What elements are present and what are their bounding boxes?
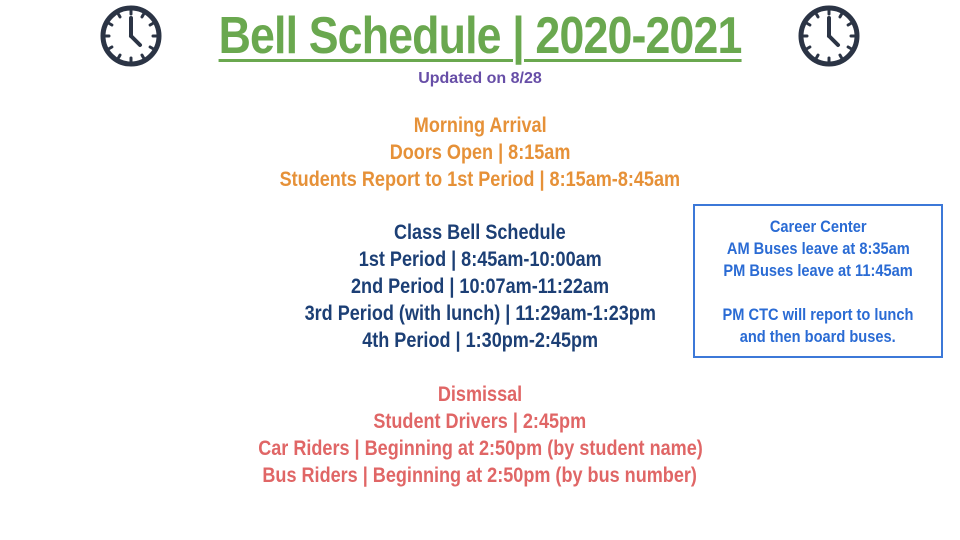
career-heading	[695, 216, 941, 238]
schedule-line	[0, 462, 960, 489]
ctc-note-text-1: PM CTC will report to lunch	[722, 305, 914, 324]
career-note-line	[695, 304, 941, 326]
am-buses-text: AM Buses leave at 8:35am	[726, 239, 910, 258]
career-note-line	[695, 326, 941, 348]
classes-heading-text: Class Bell Schedule	[394, 221, 566, 244]
period-3-text: 3rd Period (with lunch) | 11:29am-1:23pm	[304, 302, 656, 325]
doors-open-text: Doors Open | 8:15am	[389, 141, 571, 164]
report-first-period-text: Students Report to 1st Period | 8:15am-8:45am	[279, 168, 681, 191]
schedule-line	[0, 408, 960, 435]
updated-date: Updated on 8/28	[418, 70, 542, 87]
schedule-line	[0, 139, 960, 166]
clock-icon	[796, 3, 862, 69]
period-4-text: 4th Period | 1:30pm-2:45pm	[362, 329, 598, 352]
ctc-note-text-2: and then board buses.	[740, 327, 896, 346]
career-line	[695, 260, 941, 282]
bus-riders-text: Bus Riders | Beginning at 2:50pm (by bus number)	[262, 464, 698, 487]
arrival-heading-text: Morning Arrival	[413, 114, 547, 137]
section-heading	[0, 112, 960, 139]
car-riders-text: Car Riders | Beginning at 2:50pm (by student name)	[257, 437, 703, 460]
dismissal-section	[0, 381, 960, 489]
title-row	[0, 4, 960, 68]
career-center-box	[693, 204, 943, 358]
morning-arrival-section	[0, 112, 960, 193]
career-heading-text: Career Center	[769, 217, 867, 236]
student-drivers-text: Student Drivers | 2:45pm	[373, 410, 587, 433]
page-title: Bell Schedule | 2020-2021	[218, 7, 742, 65]
period-2-text: 2nd Period | 10:07am-11:22am	[350, 275, 610, 298]
pm-buses-text: PM Buses leave at 11:45am	[723, 261, 913, 280]
clock-icon	[98, 3, 164, 69]
section-heading	[0, 381, 960, 408]
spacer	[695, 282, 941, 304]
dismissal-heading-text: Dismissal	[437, 383, 523, 406]
period-1-text: 1st Period | 8:45am-10:00am	[358, 248, 602, 271]
career-line	[695, 238, 941, 260]
schedule-line	[0, 166, 960, 193]
schedule-line	[0, 435, 960, 462]
